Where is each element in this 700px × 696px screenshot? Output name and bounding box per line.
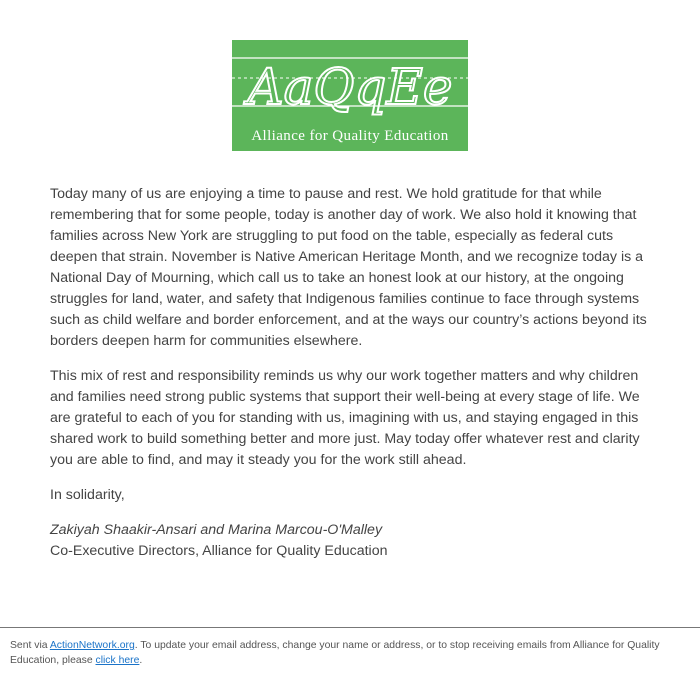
email-body (50, 184, 650, 562)
svg-text:AaQqEe: AaQqEe (247, 58, 453, 116)
signature-block (50, 520, 650, 562)
logo-caption: Alliance for Quality Education (251, 128, 449, 144)
action-network-link[interactable]: ActionNetwork.org (49, 640, 135, 651)
email-footer (0, 627, 700, 696)
click-here-link[interactable]: click here (95, 655, 140, 666)
signature-title: Co-Executive Directors, Alliance for Quality Education (50, 543, 388, 559)
footer-middle-text: . To update your email address, change your name or address, or to stop receiving emails from Alliance for Quality Education, please (10, 640, 660, 666)
footer-prefix: Sent via (10, 640, 50, 651)
closing-line: In solidarity, (50, 487, 125, 503)
footer-suffix: . (139, 655, 143, 666)
body-paragraph-1: Today many of us are enjoying a time to pause and rest. We hold gratitude for that while remembering that for some people, today is another day of work. We also hold it knowing that families across New York are struggling to put food on the table, especially as federal cuts deepen that strain. November is Native American Heritage Month, and we recognize today is a National Day of Mourning, which call us to take an honest look at our history, at the ongoing struggles for land, water, and safety that Indigenous families continue to face through systems such as child welfare and border enforcement, and at the ways our country’s actions beyond its borders deepen harm for communities elsewhere. (50, 186, 647, 349)
signature-names: Zakiyah Shaakir-Ansari and Marina Marcou-O'Malley (50, 522, 383, 538)
body-paragraph-2: This mix of rest and responsibility reminds us why our work together matters and why children and families need strong public systems that support their well-being at every stage of life. We are grateful to each of you for standing with us, imagining with us, and staying engaged in this shared work to build something better and more just. May today offer whatever rest and clarity you are able to find, and may it steady you for the work still ahead. (50, 368, 640, 468)
aqe-logo (232, 40, 468, 151)
